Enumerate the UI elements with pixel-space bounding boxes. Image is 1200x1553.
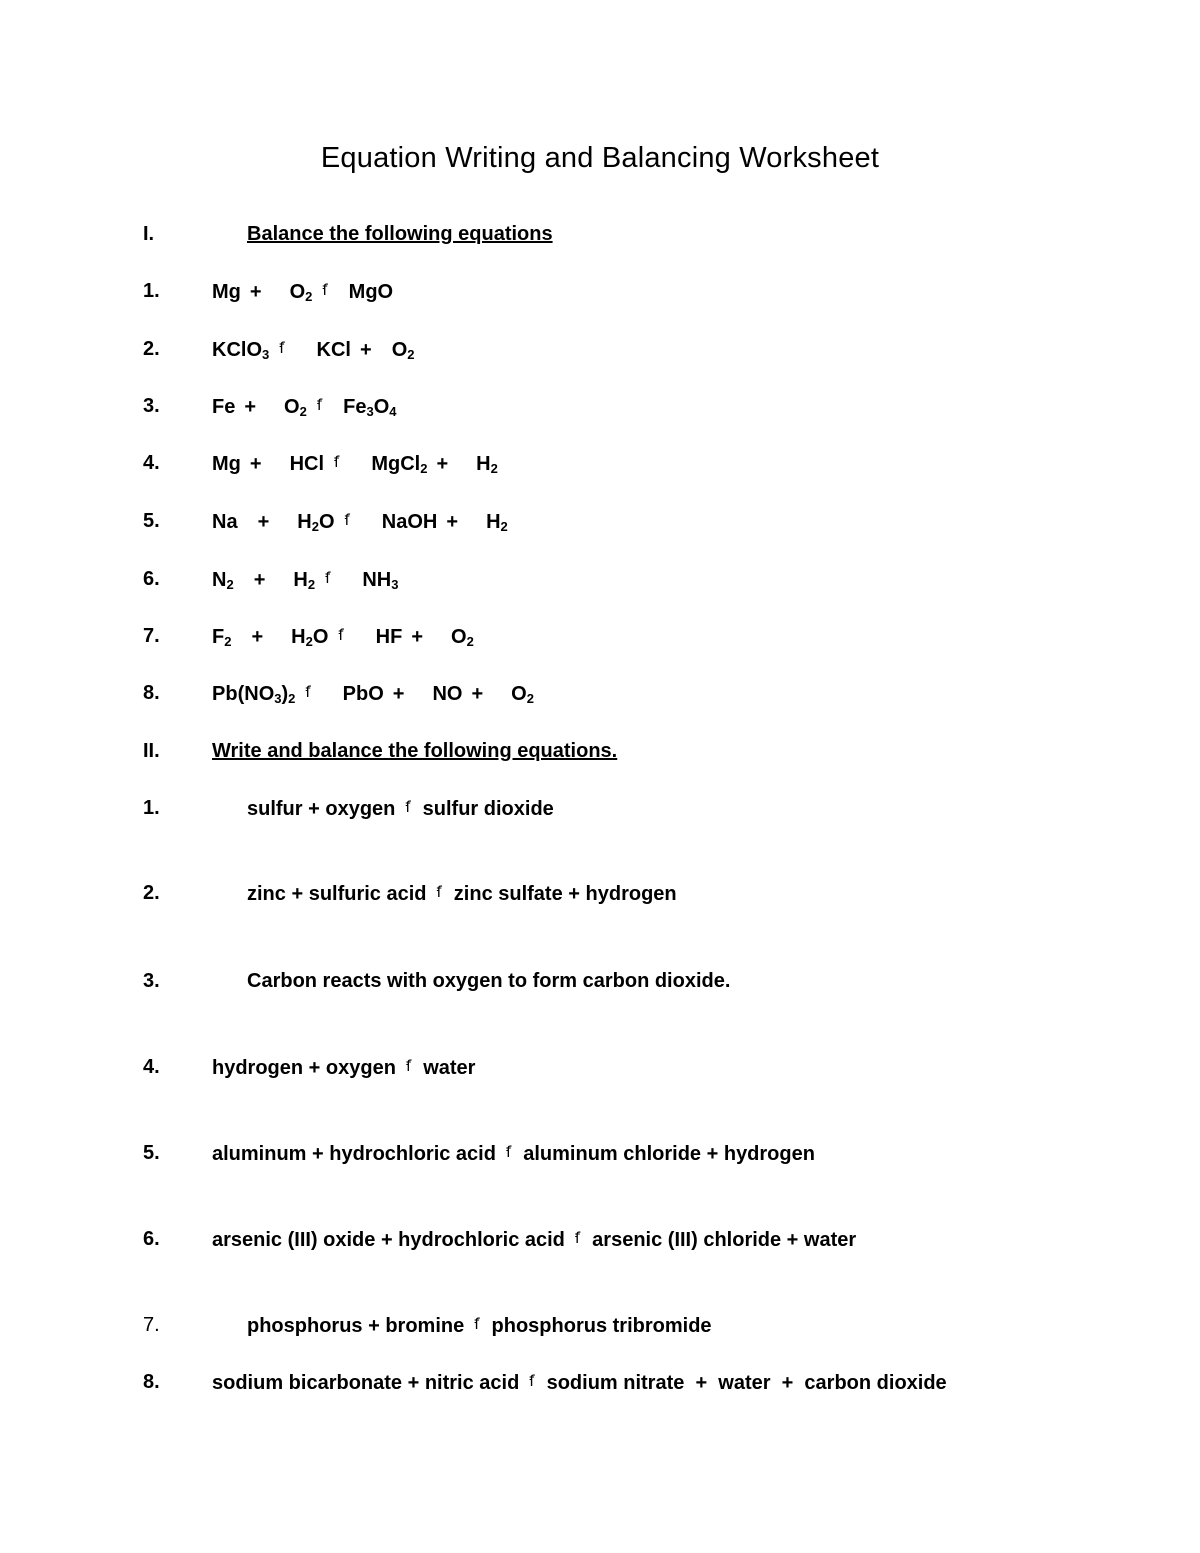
reactant: HCl [289, 453, 325, 475]
item-number: 6. [143, 1228, 160, 1250]
item-number: 7. [143, 1314, 160, 1336]
word-equation [212, 1052, 475, 1083]
reactant: $F_2$ [212, 626, 232, 649]
product: KCl [316, 339, 351, 361]
equation-right: aluminum chloride + hydrogen [523, 1143, 815, 1165]
item-number: 3. [143, 970, 160, 992]
reaction-arrow-icon: ẝ [279, 340, 285, 357]
word-equation [212, 1367, 947, 1398]
reaction-arrow-icon: ẝ [405, 799, 411, 816]
product: $O_2$ [391, 339, 415, 362]
reactant: $H_2O$ [297, 511, 335, 534]
equation-right: arsenic (III) chloride + water [592, 1229, 857, 1251]
reaction-arrow-icon: ẝ [474, 1316, 480, 1333]
item-number: 6. [143, 568, 160, 590]
equation-right: sulfur dioxide [422, 798, 554, 820]
word-equation [212, 1138, 815, 1169]
reaction-arrow-icon: ẝ [338, 627, 344, 644]
reactant: Fe [212, 396, 236, 418]
word-equation-sentence: Carbon reacts with oxygen to form carbon dioxide. [247, 970, 731, 992]
reactant: KClO$_3$ [212, 339, 270, 362]
product: $O_2$ [511, 683, 534, 706]
equation-right: water [423, 1057, 476, 1079]
reaction-arrow-icon: ẝ [334, 454, 340, 471]
item-number: 7. [143, 625, 160, 647]
reactant: $N_2$ [212, 569, 234, 592]
reaction-arrow-icon: ẝ [344, 512, 350, 529]
item-number: 4. [143, 1056, 160, 1078]
word-equation [247, 793, 554, 824]
reaction-arrow-icon: ẝ [574, 1230, 581, 1247]
reaction-arrow-icon: ẝ [505, 1144, 512, 1161]
product: $O_2$ [451, 626, 474, 649]
section-numeral: II. [143, 740, 160, 762]
item-number: 1. [143, 280, 160, 302]
reaction-arrow-icon: ẝ [322, 282, 328, 299]
section-heading: Balance the following equations [247, 223, 553, 245]
product: $NH_3$ [362, 569, 399, 592]
reactant: $H_2$ [293, 569, 316, 592]
item-number: 8. [143, 1371, 160, 1393]
item-number: 2. [143, 338, 160, 360]
worksheet-title: Equation Writing and Balancing Worksheet [320, 142, 880, 174]
reaction-arrow-icon: ẝ [305, 684, 311, 701]
item-number: 1. [143, 797, 160, 819]
product: NO [432, 683, 463, 705]
equation-left: hydrogen + oxygen [212, 1057, 396, 1079]
equation-right: zinc sulfate + hydrogen [453, 883, 677, 905]
item-number: 2. [143, 882, 160, 904]
reactant: $O_2$ [284, 396, 307, 419]
reactant: Mg [212, 281, 241, 303]
equation-right: phosphorus tribromide [491, 1315, 712, 1337]
product: NaOH [381, 511, 438, 533]
reactant: $Pb(NO_3)_2$ [212, 683, 296, 706]
equation: $Fe + O_2$ ẝ $Fe_3O_4$ [212, 391, 396, 422]
equation-left: phosphorus + bromine [247, 1315, 465, 1337]
equation: $Na + H_2O$ ẝ NaOH + $H_2$ [212, 506, 508, 537]
equation: Mg + HCl ẝ MgCl$_2$ + $H_2$ [212, 448, 498, 479]
item-number: 5. [143, 1142, 160, 1164]
product: MgCl$_2$ [371, 453, 428, 476]
product: $H_2$ [486, 511, 508, 534]
item-number: 5. [143, 510, 160, 532]
reactant: Na [212, 511, 238, 533]
equation: $Pb(NO_3)_2$ ẝ PbO + NO + $O_2$ [212, 678, 534, 709]
equation: KClO$_3$ ẝ KCl + $O_2$ [212, 334, 414, 365]
equation-left: arsenic (III) oxide + hydrochloric acid [212, 1229, 565, 1251]
reaction-arrow-icon: ẝ [436, 884, 442, 901]
item-number: 8. [143, 682, 160, 704]
equation-right: sodium nitrate + water + carbon dioxide [546, 1372, 947, 1394]
product: $H_2$ [476, 453, 498, 476]
equation-left: sodium bicarbonate + nitric acid [212, 1372, 520, 1394]
reactant: Mg [212, 453, 241, 475]
product: HF [375, 626, 403, 648]
product: MgO [348, 281, 394, 303]
word-equation [247, 1310, 712, 1341]
equation-left: aluminum + hydrochloric acid [212, 1143, 496, 1165]
reaction-arrow-icon: ẝ [316, 397, 323, 414]
section-heading: Write and balance the following equations. [212, 740, 618, 762]
section-numeral: I. [143, 223, 155, 245]
product: PbO [342, 683, 384, 705]
reaction-arrow-icon: ẝ [405, 1058, 412, 1075]
product: $Fe_3O_4$ [343, 396, 397, 419]
equation: $F_2 + H_2O$ ẝ HF + $O_2$ [212, 621, 474, 652]
reactant: $O_2$ [289, 281, 313, 304]
equation: $Mg + O_2$ ẝ MgO [212, 276, 393, 307]
word-equation [247, 878, 677, 909]
word-equation [212, 1224, 856, 1255]
item-number: 3. [143, 395, 160, 417]
equation-left: zinc + sulfuric acid [247, 883, 427, 905]
equation: $N_2 + H_2$ ẝ $NH_3$ [212, 564, 398, 595]
reactant: $H_2O$ [291, 626, 329, 649]
equation-left: sulfur + oxygen [247, 798, 396, 820]
item-number: 4. [143, 452, 160, 474]
reaction-arrow-icon: ẝ [325, 570, 331, 587]
reaction-arrow-icon: ẝ [529, 1373, 535, 1390]
